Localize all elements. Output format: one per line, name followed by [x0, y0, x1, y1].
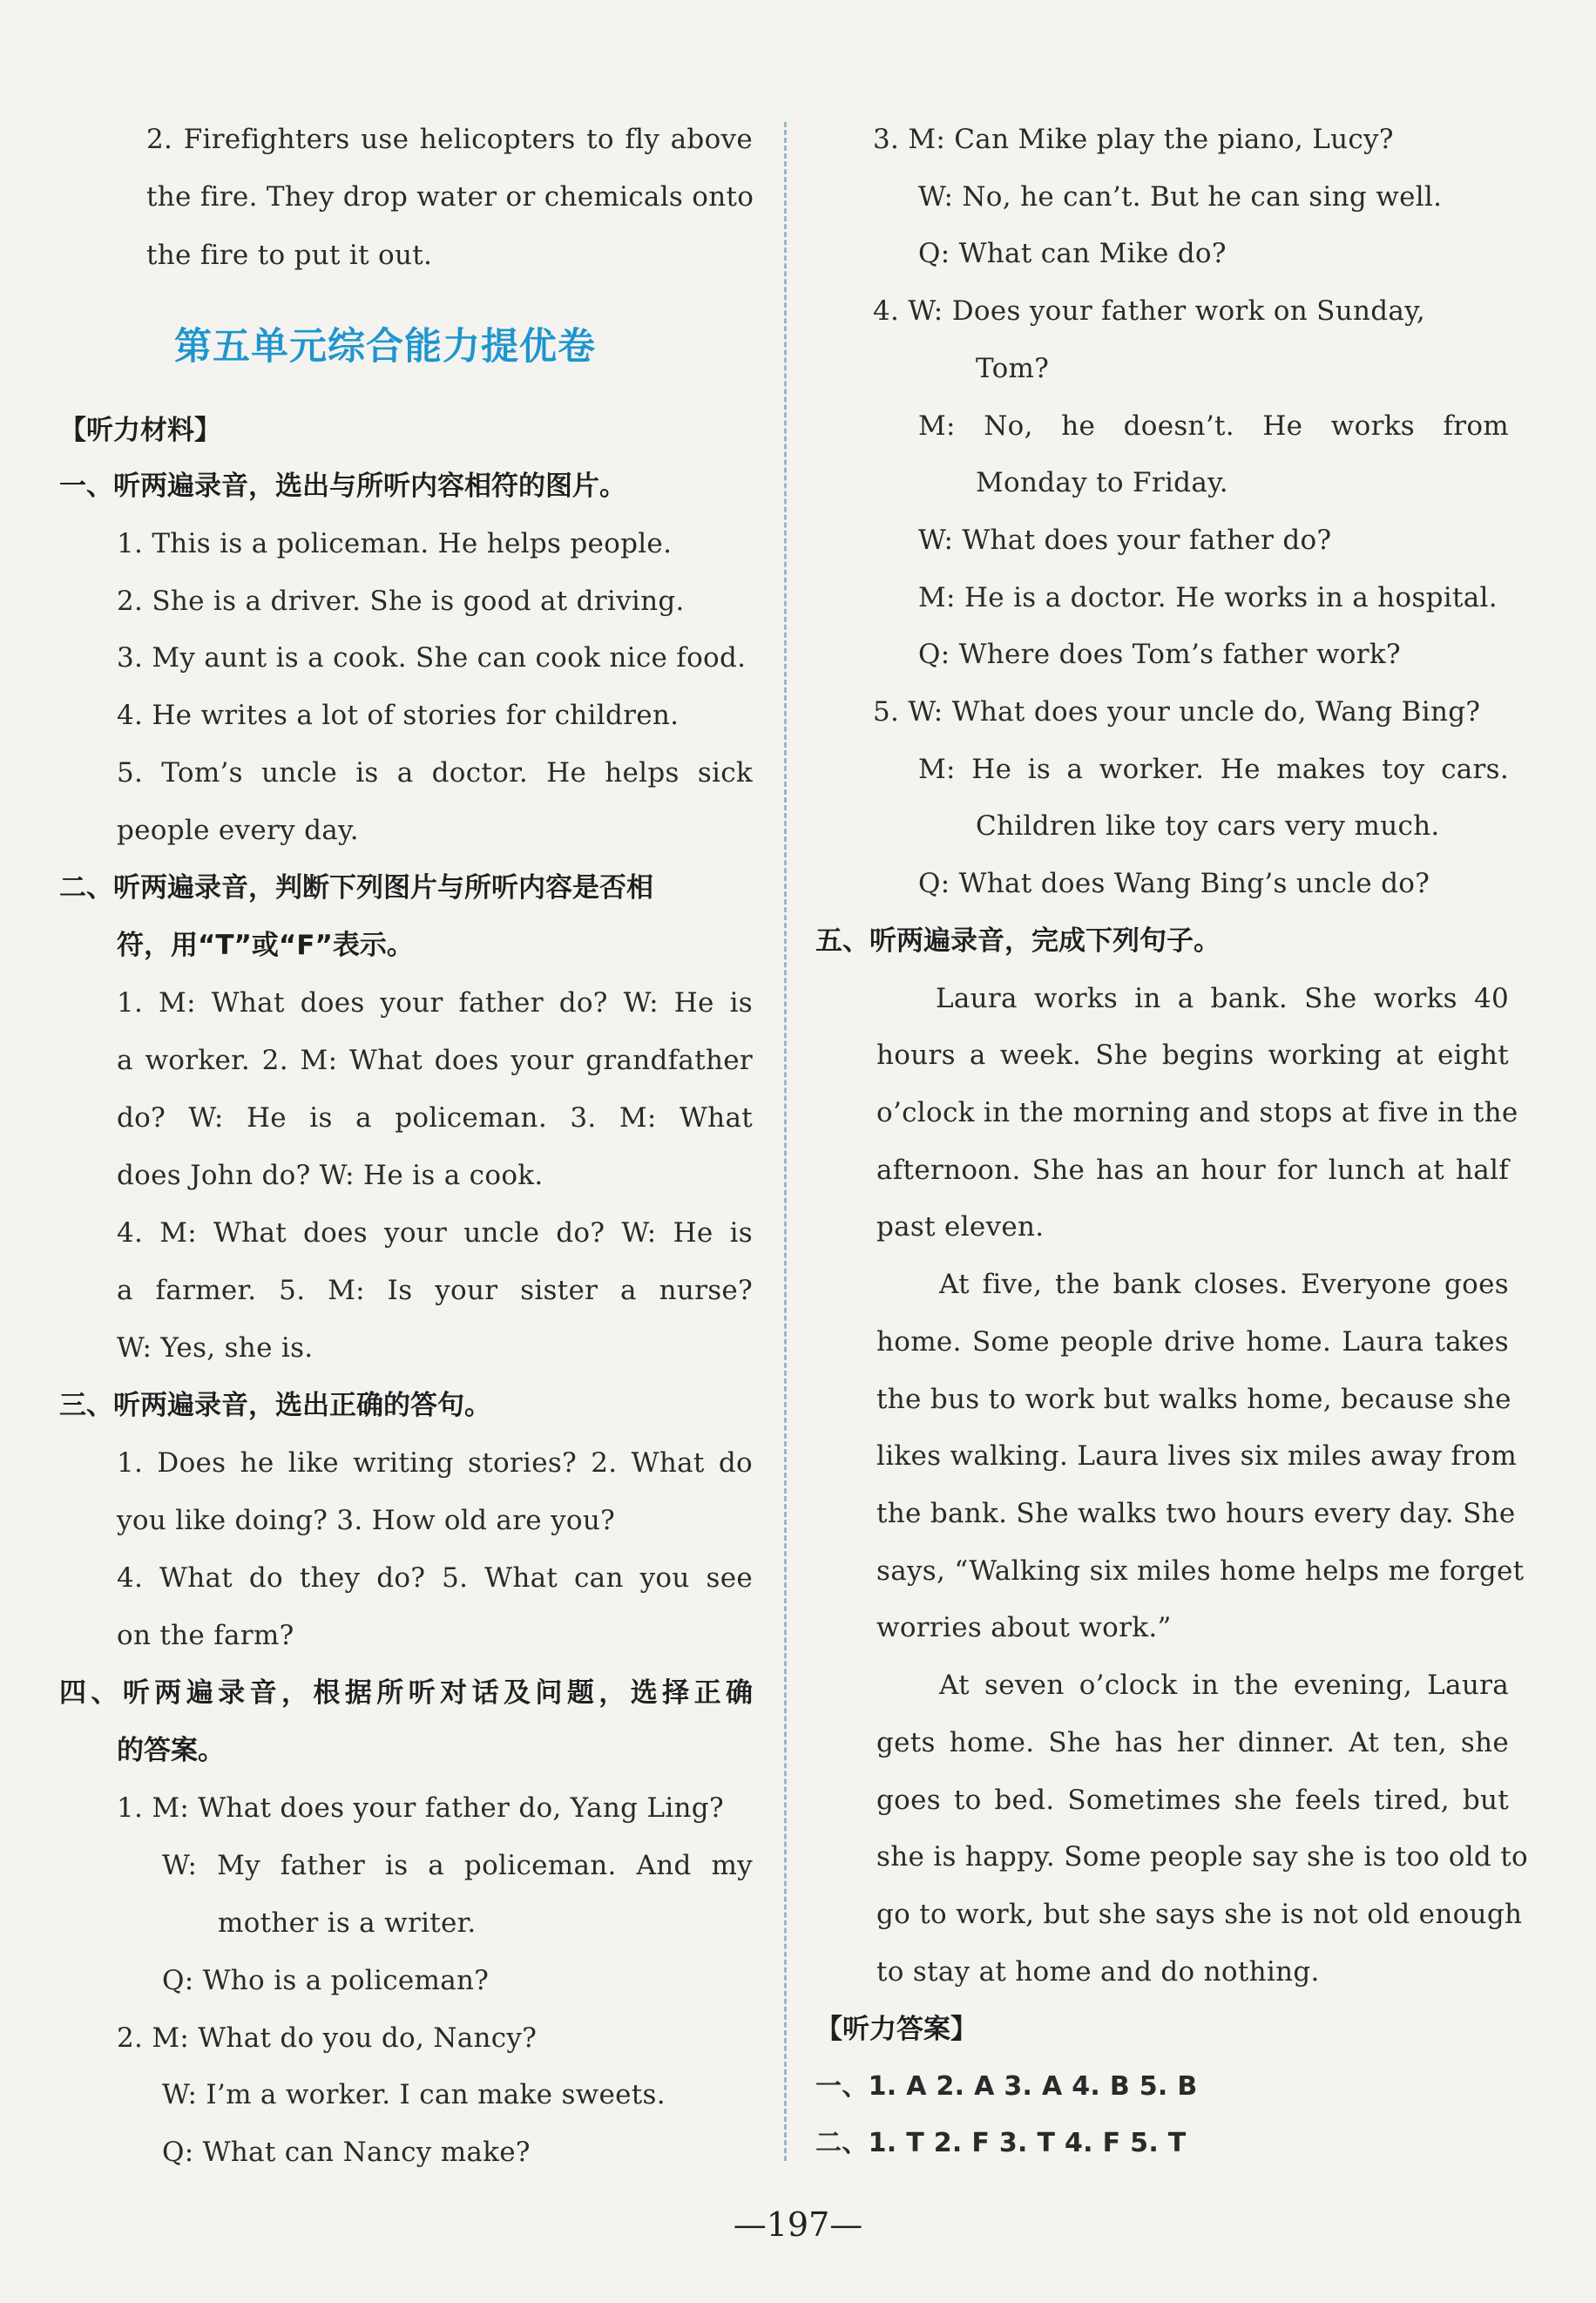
dialog-line: mother is a writer.	[218, 1907, 477, 1939]
answers-line-2: 二、1. T 2. F 3. T 4. F 5. T	[815, 2128, 1187, 2158]
section-1-title: 一、听两遍录音，选出与所听内容相符的图片。	[59, 471, 626, 502]
page-number: —197—	[733, 2205, 863, 2244]
passage-line: o’clock in the morning and stops at five in the	[876, 1097, 1518, 1128]
paragraph-line: 2. Firefighters use helicopters to fly above	[146, 124, 753, 155]
dialog-line: Q: Where does Tom’s father work?	[918, 639, 1401, 670]
passage-line: worries about work.”	[876, 1612, 1172, 1643]
section-2-title: 二、听两遍录音，判断下列图片与所听内容是否相	[59, 872, 653, 904]
dialog-line: 5. W: What does your uncle do, Wang Bing?	[873, 696, 1481, 728]
dialog-line: Q: Who is a policeman?	[162, 1965, 490, 1996]
item-line: a farmer. 5. M: Is your sister a nurse?	[117, 1275, 753, 1306]
item-line: 4. He writes a lot of stories for children.	[117, 700, 680, 731]
item-line: you like doing? 3. How old are you?	[117, 1505, 616, 1536]
answers-line-1: 一、1. A 2. A 3. A 4. B 5. B	[815, 2071, 1198, 2102]
passage-line: likes walking. Laura lives six miles away from	[876, 1440, 1518, 1472]
dialog-line: M: No, he doesn’t. He works from	[918, 410, 1509, 442]
dialog-line: W: I’m a worker. I can make sweets.	[162, 2079, 666, 2110]
passage-line: Laura works in a bank. She works 40	[936, 983, 1509, 1014]
listening-material-heading: 【听力材料】	[59, 415, 221, 446]
passage-line: the bus to work but walks home, because she	[876, 1384, 1511, 1415]
section-2-title-cont: 符，用“T”或“F”表示。	[117, 930, 414, 961]
dialog-line: Tom?	[976, 353, 1050, 384]
passage-line: past eleven.	[876, 1211, 1045, 1243]
dialog-line: Q: What can Mike do?	[918, 238, 1227, 269]
item-line: do? W: He is a policeman. 3. M: What	[117, 1102, 753, 1134]
passage-line: she is happy. Some people say she is too old to	[876, 1841, 1528, 1873]
passage-line: home. Some people drive home. Laura takes	[876, 1326, 1509, 1358]
item-line: 5. Tom’s uncle is a doctor. He helps sick	[117, 757, 753, 789]
item-line: 1. Does he like writing stories? 2. What do	[117, 1447, 753, 1479]
column-divider	[784, 122, 787, 2161]
dialog-line: W: My father is a policeman. And my	[162, 1850, 753, 1881]
dialog-line: Q: What can Nancy make?	[162, 2137, 531, 2168]
unit-title: 第五单元综合能力提优卷	[174, 325, 596, 369]
passage-line: hours a week. She begins working at eight	[876, 1040, 1509, 1071]
passage-line: gets home. She has her dinner. At ten, she	[876, 1727, 1509, 1758]
section-3-title: 三、听两遍录音，选出正确的答句。	[59, 1390, 491, 1421]
dialog-line: M: He is a doctor. He works in a hospital.	[918, 582, 1498, 613]
passage-line: At seven o’clock in the evening, Laura	[939, 1670, 1509, 1701]
passage-line: afternoon. She has an hour for lunch at half	[876, 1155, 1509, 1186]
passage-line: says, “Walking six miles home helps me forget	[876, 1555, 1525, 1587]
item-line: a worker. 2. M: What does your grandfather	[117, 1045, 753, 1076]
item-line: people every day.	[117, 815, 359, 846]
dialog-line: M: He is a worker. He makes toy cars.	[918, 754, 1509, 785]
passage-line: to stay at home and do nothing.	[876, 1956, 1320, 1988]
item-line: 4. What do they do? 5. What can you see	[117, 1562, 753, 1594]
dialog-line: W: What does your father do?	[918, 525, 1332, 556]
item-line: does John do? W: He is a cook.	[117, 1160, 544, 1191]
dialog-line: 4. W: Does your father work on Sunday,	[873, 295, 1426, 327]
dialog-line: 3. M: Can Mike play the piano, Lucy?	[873, 124, 1394, 155]
item-line: 3. My aunt is a cook. She can cook nice food.	[117, 642, 747, 674]
dialog-line: Q: What does Wang Bing’s uncle do?	[918, 868, 1430, 899]
dialog-line: W: No, he can’t. But he can sing well.	[918, 181, 1443, 213]
dialog-line: Children like toy cars very much.	[976, 810, 1440, 842]
item-line: 1. This is a policeman. He helps people.	[117, 528, 673, 559]
item-line: 2. She is a driver. She is good at driving.	[117, 586, 685, 617]
dialog-line: Monday to Friday.	[976, 467, 1228, 498]
dialog-line: 1. M: What does your father do, Yang Ling?	[117, 1792, 724, 1824]
section-4-title: 四、听两遍录音，根据所听对话及问题，选择正确	[59, 1677, 753, 1709]
section-5-title: 五、听两遍录音，完成下列句子。	[815, 925, 1221, 957]
answers-heading: 【听力答案】	[815, 2014, 977, 2045]
paragraph-line: the fire. They drop water or chemicals onto	[146, 181, 754, 213]
section-4-title-cont: 的答案。	[117, 1735, 225, 1766]
passage-line: At five, the bank closes. Everyone goes	[939, 1269, 1509, 1300]
dialog-line: 2. M: What do you do, Nancy?	[117, 2022, 538, 2054]
passage-line: the bank. She walks two hours every day. She	[876, 1498, 1516, 1529]
passage-line: go to work, but she says she is not old enough	[876, 1899, 1523, 1930]
item-line: 1. M: What does your father do? W: He is	[117, 987, 753, 1019]
passage-line: goes to bed. Sometimes she feels tired, but	[876, 1785, 1509, 1816]
paragraph-line: the fire to put it out.	[146, 240, 433, 271]
item-line: on the farm?	[117, 1620, 294, 1651]
item-line: 4. M: What does your uncle do? W: He is	[117, 1217, 753, 1249]
item-line: W: Yes, she is.	[117, 1332, 314, 1364]
